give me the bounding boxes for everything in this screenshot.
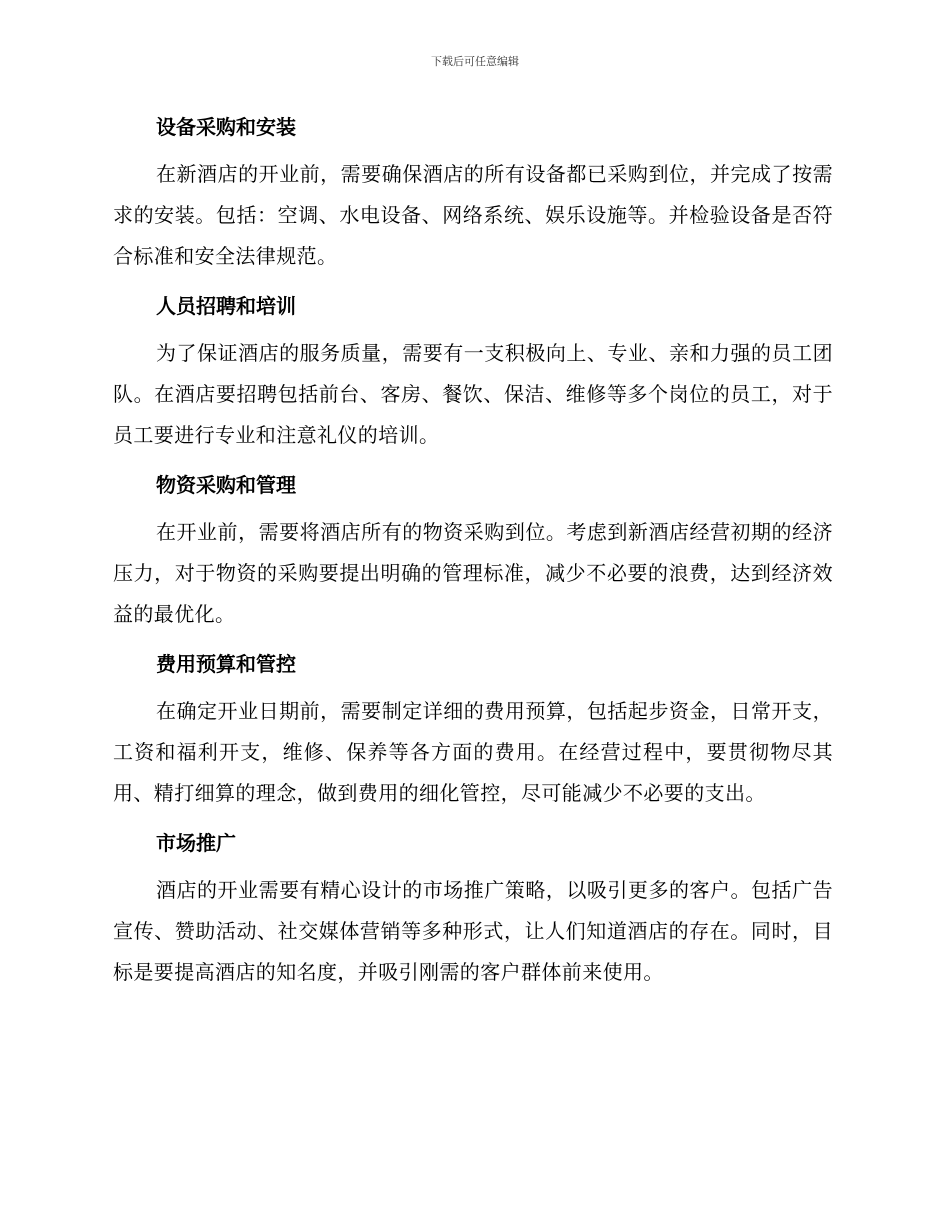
section-budget [113,645,833,814]
document-body [113,108,833,1003]
section-title: 市场推广 [156,831,236,855]
section-paragraph: 为了保证酒店的服务质量，需要有一支积极向上、专业、亲和力强的员工团队。在酒店要招聘包括前台、客房、餐饮、保洁、维修等多个岗位的员工，对于员工要进行专业和注意礼仪的培训。 [113,341,833,447]
section-marketing [113,824,833,993]
section-staffing [113,287,833,456]
section-paragraph: 在新酒店的开业前，需要确保酒店的所有设备都已采购到位，并完成了按需求的安装。包括：空调、水电设备、网络系统、娱乐设施等。并检验设备是否符合标准和安全法律规范。 [113,162,833,268]
section-title: 物资采购和管理 [156,473,296,497]
section-paragraph: 在开业前，需要将酒店所有的物资采购到位。考虑到新酒店经营初期的经济压力，对于物资的采购要提出明确的管理标准，减少不必要的浪费，达到经济效益的最优化。 [113,520,833,626]
section-supplies [113,466,833,635]
section-paragraph: 酒店的开业需要有精心设计的市场推广策略，以吸引更多的客户。包括广告宣传、赞助活动、社交媒体营销等多种形式，让人们知道酒店的存在。同时，目标是要提高酒店的知名度，并吸引刚需的客户群体前来使用。 [113,878,833,984]
section-title: 人员招聘和培训 [156,294,296,318]
section-paragraph: 在确定开业日期前，需要制定详细的费用预算，包括起步资金，日常开支，工资和福利开支，维修、保养等各方面的费用。在经营过程中，要贯彻物尽其用、精打细算的理念，做到费用的细化管控，尽可能减少不必要的支出。 [113,699,833,805]
section-title: 费用预算和管控 [156,652,296,676]
section-equipment [113,108,833,277]
section-title: 设备采购和安装 [156,115,296,139]
page-header: 下载后可任意编辑 [431,55,519,68]
